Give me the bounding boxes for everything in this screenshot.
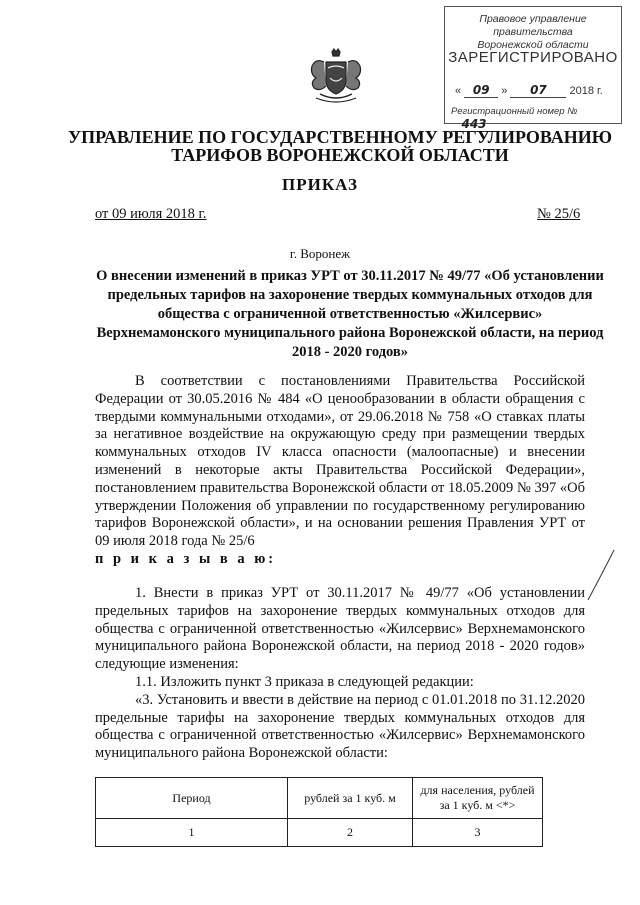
order-city: г. Воронеж — [289, 246, 351, 261]
tariff-table — [95, 777, 543, 847]
stamp-registered: ЗАРЕГИСТРИРОВАНО — [448, 49, 618, 66]
column-number-1: 1 — [96, 819, 288, 847]
preamble-paragraph: В соответствии с постановлениями Правительства Российской Федерации от 30.05.2016 № 484 «О ценообразовании в области обращения с твердыми коммунальными отходами», от 29.06.2018 № 758 «О ставках платы за негативное воздействие на окружающую среду при размещении твердых коммунальных отходов IV класса опасности (малоопасные) и внесении изменений в некоторые акты Правительства Российской Федерации», постановлением правительства Воронежской области от 18.05.2009 № 397 «Об утверждении Положения об управлении по государственному регулированию тарифов Воронежской области», и на основании решения Правления УРТ от 09 июля 2018 года № 25/6 — [95, 373, 585, 550]
item-1 — [95, 585, 585, 763]
stamp-date-close-quote: » — [501, 85, 508, 97]
stamp-date — [455, 83, 615, 98]
org-name-line1: УПРАВЛЕНИЕ ПО ГОСУДАРСТВЕННОМУ РЕГУЛИРОВАНИЮ — [67, 127, 613, 147]
stamp-date-day: 09 — [472, 83, 490, 97]
document-type: ПРИКАЗ — [282, 175, 358, 194]
item-3-paragraph: «3. Установить и ввести в действие на период с 01.01.2018 по 31.12.2020 предельные тарифы на захоронение твердых коммунальных отходов для общества с ограниченной ответственностью «Жилсервис» Верхнемамонского муниципального района Воронежской области: — [95, 691, 585, 762]
org-name-line2: ТАРИФОВ ВОРОНЕЖСКОЙ ОБЛАСТИ — [171, 145, 509, 165]
stamp-date-open-quote: « — [455, 85, 462, 97]
stamp-date-year: 2018 г. — [569, 85, 603, 97]
registration-stamp — [444, 6, 622, 131]
header-rate: рублей за 1 куб. м — [288, 778, 413, 819]
order-date: от 09 июля 2018 г. — [95, 206, 207, 222]
stamp-header — [449, 13, 617, 52]
stamp-number-label: Регистрационный номер № — [451, 106, 578, 117]
stamp-line1: Правовое управление правительства — [479, 13, 587, 38]
order-word: п р и к а з ы в а ю: — [95, 550, 277, 567]
order-number: № 25/6 — [537, 206, 581, 222]
column-number-2: 2 — [288, 819, 413, 847]
table-number-row — [96, 819, 543, 847]
order-subject: О внесении изменений в приказ УРТ от 30.11.2017 № 49/77 «Об установлении предельных тарифов на захоронение твердых коммунальных отходов для общества с ограниченной ответственностью «Жилсервис» Верхнемамонского муниципального района Воронежской области, на период 2018 - 2020 годов» — [96, 268, 604, 360]
margin-pen-mark-icon — [580, 548, 620, 608]
item-1-1-paragraph: 1.1. Изложить пункт 3 приказа в следующей редакции: — [135, 673, 474, 690]
stamp-number-value: 443 — [461, 117, 487, 131]
body-text — [95, 373, 585, 569]
table-header-row — [96, 778, 543, 819]
coat-of-arms-icon — [306, 48, 366, 106]
stamp-line2: Воронежской области — [477, 39, 589, 51]
item-1-paragraph: 1. Внести в приказ УРТ от 30.11.2017 № 49/77 «Об установлении предельных тарифов на захоронение твердых коммунальных отходов для общества с ограниченной ответственностью «Жилсервис» Верхнемамонского муниципального района Воронежской области, на период 2018 - 2020 годов» следующие изменения: — [95, 585, 585, 673]
header-population-rate: для населения, рублей за 1 куб. м <*> — [413, 778, 543, 819]
column-number-3: 3 — [413, 819, 543, 847]
header-period: Период — [96, 778, 288, 819]
stamp-date-month: 07 — [530, 83, 547, 97]
